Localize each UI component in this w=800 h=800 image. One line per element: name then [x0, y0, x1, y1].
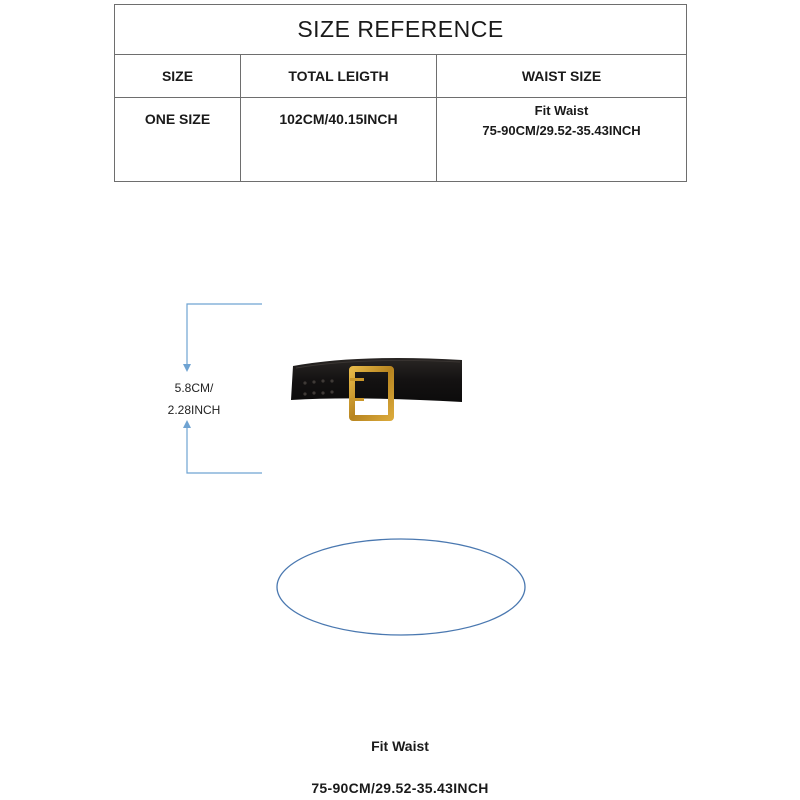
header-size: SIZE — [115, 54, 241, 97]
header-total-length: TOTAL LEIGTH — [241, 54, 437, 97]
header-waist-size: WAIST SIZE — [521, 67, 602, 84]
cell-waist-line1: Fit Waist — [534, 103, 589, 118]
fit-waist-range: 75-90CM/29.52-35.43INCH — [311, 780, 489, 796]
cell-size: ONE SIZE — [115, 97, 241, 181]
belt-width-line2: 2.28INCH — [167, 403, 221, 417]
fit-waist-label: Fit Waist — [371, 738, 429, 754]
belt-width-line1: 5.8CM/ — [174, 381, 214, 395]
table-title: SIZE REFERENCE — [115, 5, 686, 55]
cell-total-length: 102CM/40.15INCH — [241, 97, 437, 181]
cell-waist-line2: 75-90CM/29.52-35.43INCH — [482, 123, 641, 138]
waist-ellipse — [277, 539, 525, 635]
